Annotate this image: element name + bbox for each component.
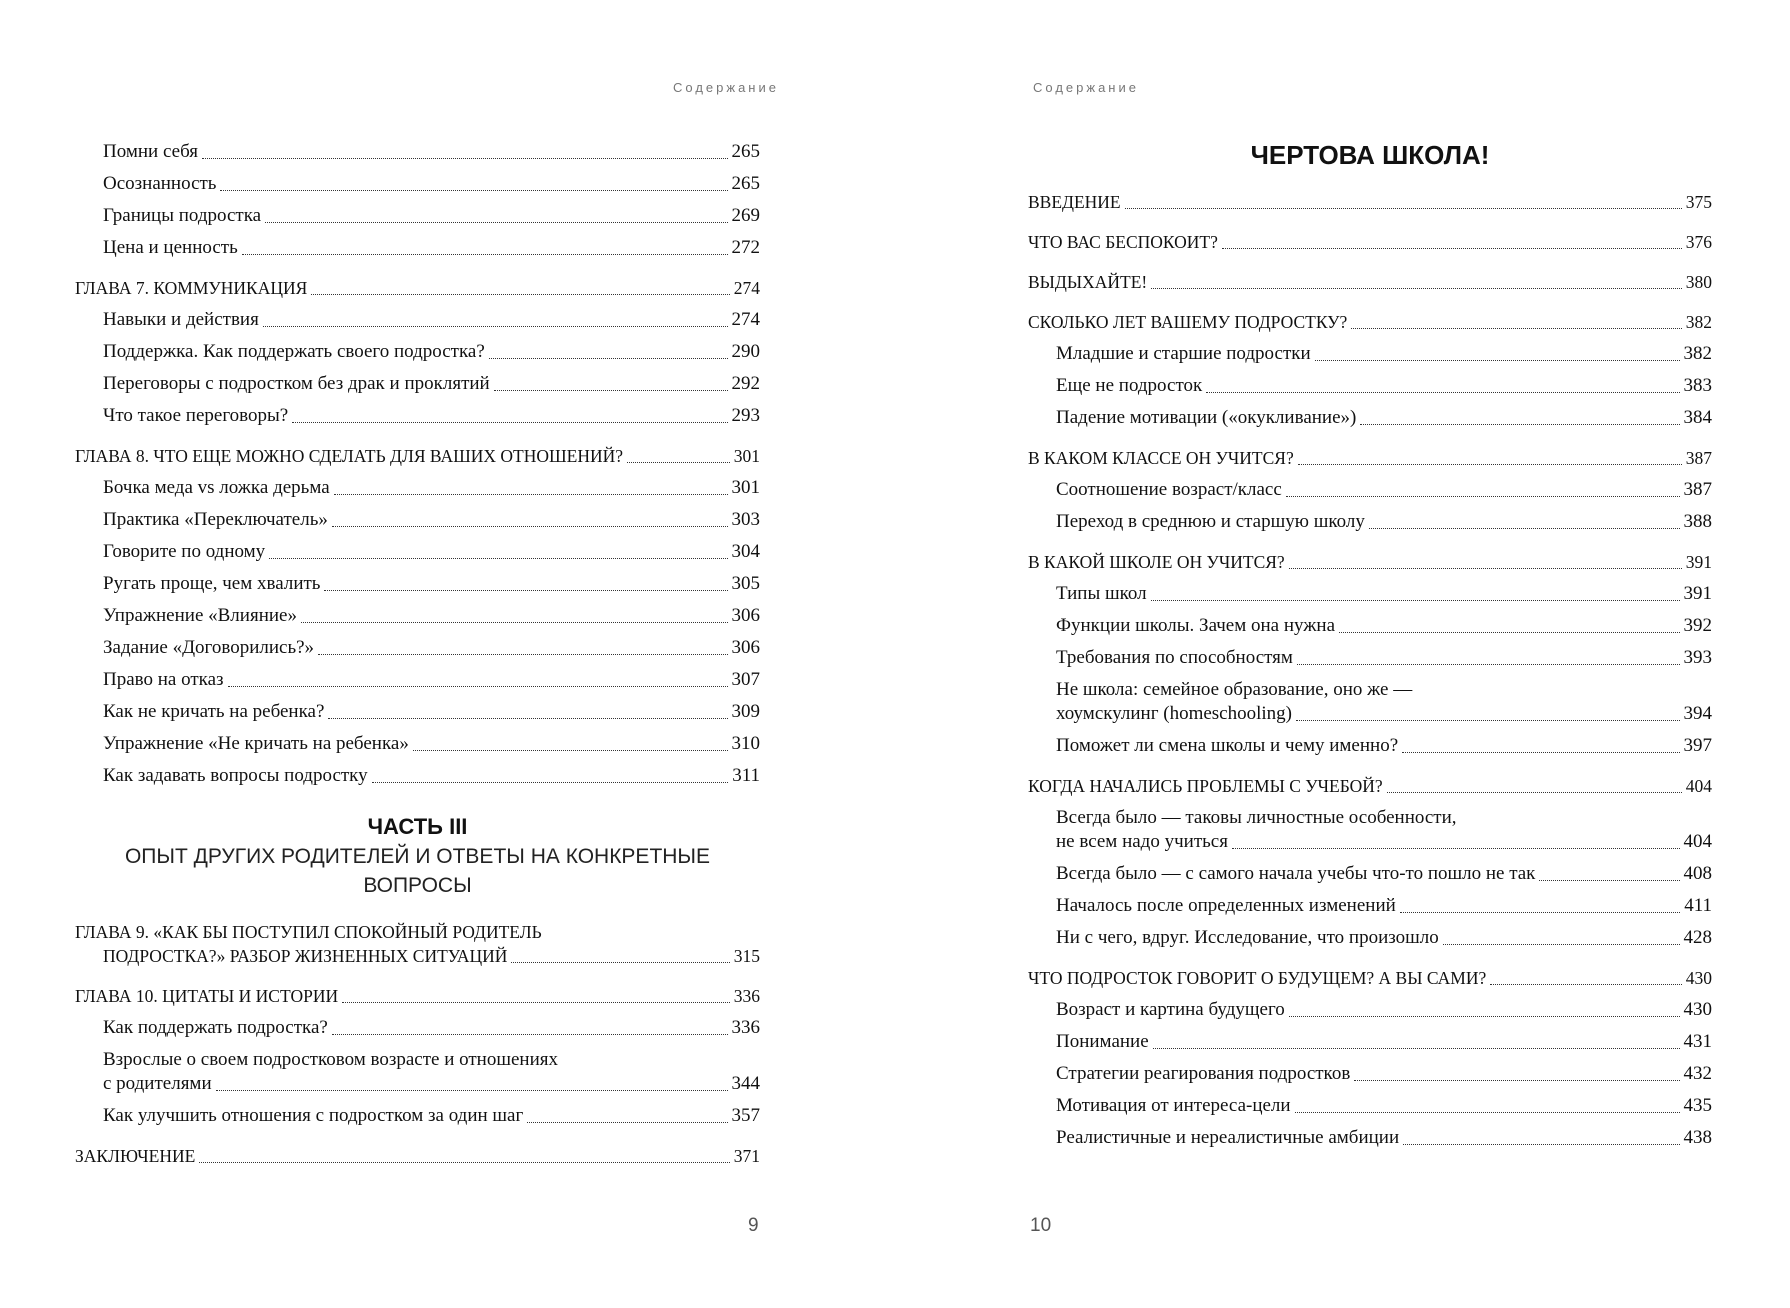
toc-chapter-title: ГЛАВА 8. ЧТО ЕЩЕ МОЖНО СДЕЛАТЬ ДЛЯ ВАШИХ ОТНОШЕНИЙ? (75, 446, 624, 466)
toc-page-number: 269 (731, 205, 760, 226)
toc-page-number: 307 (731, 669, 760, 690)
toc-chapter-title: ЧТО ПОДРОСТОК ГОВОРИТ О БУДУЩЕМ? А ВЫ САМИ? (1028, 968, 1487, 988)
toc-entry-title: Соотношение возраст/класс (1056, 479, 1282, 500)
toc-entry (1028, 334, 1712, 366)
toc-entry-title: Право на отказ (103, 669, 224, 690)
toc-page-number: 293 (731, 405, 760, 426)
dot-leader (1360, 424, 1679, 425)
toc-entry (1028, 1086, 1712, 1118)
toc-entry-title: хоумскулинг (homeschooling) (1056, 703, 1292, 724)
toc-page-number: 397 (1683, 735, 1712, 756)
dot-leader (1400, 912, 1680, 913)
toc-chapter-entry (75, 976, 760, 1008)
toc-entry-title: Упражнение «Не кричать на ребенка» (103, 733, 409, 754)
dot-leader (1339, 632, 1679, 633)
toc-chapter-entry (75, 436, 760, 468)
toc-entry (1028, 1054, 1712, 1086)
dot-leader (332, 526, 728, 527)
dot-leader (199, 1162, 729, 1163)
toc-entry (75, 628, 760, 660)
section-title: ЧЕРТОВА ШКОЛА! (1250, 140, 1490, 170)
toc-page-number: 309 (731, 701, 760, 722)
dot-leader (1443, 944, 1680, 945)
toc-page-number: 384 (1683, 407, 1712, 428)
toc-entry (75, 564, 760, 596)
toc-entry-title: с родителями (103, 1073, 212, 1094)
toc-entry (1028, 470, 1712, 502)
toc-page-number: 274 (733, 278, 760, 298)
toc-page-number: 404 (1683, 831, 1712, 852)
toc-entry (75, 756, 760, 788)
dot-leader (292, 422, 727, 423)
toc-entry (1028, 886, 1712, 918)
toc-entry (75, 500, 760, 532)
dot-leader (1153, 1048, 1680, 1049)
dot-leader (1125, 208, 1682, 209)
toc-chapter-title: В КАКОЙ ШКОЛЕ ОН УЧИТСЯ? (1028, 552, 1285, 572)
toc-entry-title: Поддержка. Как поддержать своего подростка? (103, 341, 485, 362)
toc-entry (1028, 398, 1712, 430)
dot-leader (1295, 1112, 1680, 1113)
toc-chapter-entry (1028, 182, 1712, 214)
toc-entry (75, 660, 760, 692)
part-heading (75, 812, 760, 900)
dot-leader (1351, 328, 1681, 329)
toc-entry-title: Что такое переговоры? (103, 405, 289, 426)
toc-entry (1028, 702, 1712, 726)
toc-page-number: 408 (1683, 863, 1712, 884)
dot-leader (311, 294, 729, 295)
toc-entry (1028, 574, 1712, 606)
dot-leader (1403, 1144, 1679, 1145)
dot-leader (216, 1090, 728, 1091)
dot-leader (1539, 880, 1679, 881)
toc-entry-title: Всегда было — с самого начала учебы что-то пошло не так (1056, 863, 1536, 884)
toc-chapter-title: ГЛАВА 10. ЦИТАТЫ И ИСТОРИИ (75, 986, 339, 1006)
dot-leader (220, 190, 727, 191)
toc-chapter-entry (75, 944, 760, 968)
toc-entry (75, 596, 760, 628)
toc-entry (75, 396, 760, 428)
dot-leader (1387, 792, 1682, 793)
dot-leader (1151, 600, 1680, 601)
dot-leader (413, 750, 728, 751)
toc-page-number: 344 (731, 1073, 760, 1094)
dot-leader (1232, 848, 1680, 849)
page-number: 9 (748, 1215, 759, 1236)
dot-leader (511, 962, 729, 963)
dot-leader (1297, 664, 1680, 665)
toc-page-number: 336 (733, 986, 760, 1006)
toc-chapter-title: СКОЛЬКО ЛЕТ ВАШЕМУ ПОДРОСТКУ? (1028, 312, 1348, 332)
toc-page-number: 388 (1683, 511, 1712, 532)
dot-leader (342, 1002, 730, 1003)
toc-entry (75, 1072, 760, 1096)
dot-leader (269, 558, 727, 559)
dot-leader (1151, 288, 1681, 289)
toc-entry-title: Падение мотивации («окукливание») (1056, 407, 1357, 428)
toc-entry-title: Поможет ли смена школы и чему именно? (1056, 735, 1399, 756)
dot-leader (1289, 1016, 1680, 1017)
toc-entry-title: Ни с чего, вдруг. Исследование, что произошло (1056, 927, 1439, 948)
dot-leader (1289, 568, 1682, 569)
dot-leader (627, 462, 730, 463)
running-head: Содержание (1033, 80, 1139, 95)
dot-leader (1206, 392, 1679, 393)
toc-chapter-title: ВЫДЫХАЙТЕ! (1028, 272, 1148, 292)
toc-entry-title: не всем надо учиться (1056, 831, 1228, 852)
toc-page-number: 432 (1683, 1063, 1712, 1084)
toc-page-number: 357 (731, 1105, 760, 1126)
toc-entry (75, 332, 760, 364)
toc-page-number: 383 (1683, 375, 1712, 396)
toc-entry (75, 468, 760, 500)
toc-page-number: 304 (731, 541, 760, 562)
dot-leader (318, 654, 727, 655)
toc-entry-title: Типы школ (1056, 583, 1147, 604)
toc-chapter-title: ГЛАВА 7. КОММУНИКАЦИЯ (75, 278, 308, 298)
toc-page-number: 387 (1683, 479, 1712, 500)
toc-entry-title: Как не кричать на ребенка? (103, 701, 325, 722)
toc-page-number: 311 (732, 765, 760, 786)
toc-entry (1028, 990, 1712, 1022)
toc-entry (1028, 830, 1712, 854)
dot-leader (242, 254, 728, 255)
toc-chapter-entry (1028, 222, 1712, 254)
toc-entry (75, 132, 760, 164)
toc-page-number: 387 (1685, 448, 1712, 468)
toc-entry-title-line: Всегда было — таковы личностные особенности, (1056, 807, 1457, 828)
toc-page-number: 430 (1683, 999, 1712, 1020)
toc-page-number: 292 (731, 373, 760, 394)
toc-chapter-entry (1028, 438, 1712, 470)
toc-chapter-entry (1028, 766, 1712, 798)
toc-entry (1028, 1118, 1712, 1150)
toc-entry-title: Еще не подросток (1056, 375, 1203, 396)
toc-entry (1028, 726, 1712, 758)
toc-entry-title: Младшие и старшие подростки (1056, 343, 1311, 364)
toc-page-number: 265 (731, 141, 760, 162)
toc-entry (75, 692, 760, 724)
toc-entry-title: Как поддержать подростка? (103, 1017, 328, 1038)
toc-column-left (75, 132, 760, 1168)
toc-column-right (1028, 132, 1712, 1150)
dot-leader (1286, 496, 1680, 497)
toc-chapter-entry (1028, 542, 1712, 574)
toc-chapter-entry (75, 1136, 760, 1168)
toc-page-number: 391 (1685, 552, 1712, 572)
toc-entry-title-line: Взрослые о своем подростковом возрасте и отношениях (103, 1049, 558, 1070)
toc-page-number: 315 (733, 946, 760, 966)
toc-page-number: 310 (731, 733, 760, 754)
part-title: ЧАСТЬ III (367, 814, 468, 839)
toc-page-number: 376 (1685, 232, 1712, 252)
toc-chapter-title: КОГДА НАЧАЛИСЬ ПРОБЛЕМЫ С УЧЕБОЙ? (1028, 776, 1383, 796)
toc-entry (1028, 854, 1712, 886)
toc-page-number: 394 (1683, 703, 1712, 724)
toc-chapter-title: ЗАКЛЮЧЕНИЕ (75, 1146, 196, 1166)
toc-page-number: 290 (731, 341, 760, 362)
dot-leader (328, 718, 727, 719)
dot-leader (265, 222, 727, 223)
toc-page-number: 411 (1684, 895, 1712, 916)
toc-page-number: 438 (1683, 1127, 1712, 1148)
toc-entry-title: Как улучшить отношения с подростком за один шаг (103, 1105, 524, 1126)
toc-page-number: 428 (1683, 927, 1712, 948)
toc-page-number: 382 (1685, 312, 1712, 332)
toc-entry-title: Функции школы. Зачем она нужна (1056, 615, 1336, 636)
toc-entry-title: Как задавать вопросы подростку (103, 765, 368, 786)
toc-page-number: 301 (733, 446, 760, 466)
dot-leader (1298, 464, 1682, 465)
toc-entry (75, 300, 760, 332)
toc-entry (75, 1008, 760, 1040)
toc-entry-title: Говорите по одному (103, 541, 266, 562)
running-head: Содержание (673, 80, 779, 95)
toc-entry-title: Цена и ценность (103, 237, 238, 258)
toc-page-number: 392 (1683, 615, 1712, 636)
toc-page-number: 303 (731, 509, 760, 530)
toc-entry (75, 364, 760, 396)
toc-chapter-entry (1028, 958, 1712, 990)
toc-entry (1028, 1022, 1712, 1054)
dot-leader (1315, 360, 1680, 361)
dot-leader (1354, 1080, 1679, 1081)
dot-leader (372, 782, 729, 783)
toc-entry (1028, 366, 1712, 398)
toc-entry-title: Практика «Переключатель» (103, 509, 328, 530)
toc-entry-title: Задание «Договорились?» (103, 637, 315, 658)
dot-leader (494, 390, 728, 391)
toc-entry (1028, 638, 1712, 670)
toc-entry-title: Упражнение «Влияние» (103, 605, 297, 626)
toc-entry-title: Бочка меда vs ложка дерьма (103, 477, 330, 498)
toc-entry-title: Осознанность (103, 173, 217, 194)
toc-page-number: 435 (1683, 1095, 1712, 1116)
toc-entry-title: Переговоры с подростком без драк и проклятий (103, 373, 490, 394)
toc-entry-title: Мотивация от интереса-цели (1056, 1095, 1291, 1116)
toc-entry (1028, 606, 1712, 638)
right-page (895, 0, 1790, 1308)
toc-page-number: 306 (731, 605, 760, 626)
toc-chapter-entry (1028, 262, 1712, 294)
dot-leader (1296, 720, 1680, 721)
toc-chapter-entry (1028, 302, 1712, 334)
toc-entry (75, 228, 760, 260)
dot-leader (202, 158, 728, 159)
toc-entry-title: Реалистичные и нереалистичные амбиции (1056, 1127, 1400, 1148)
toc-page-number: 375 (1685, 192, 1712, 212)
dot-leader (332, 1034, 728, 1035)
toc-chapter-title-line: ГЛАВА 9. «КАК БЫ ПОСТУПИЛ СПОКОЙНЫЙ РОДИТЕЛЬ (75, 922, 542, 942)
toc-entry-title: Ругать проще, чем хвалить (103, 573, 321, 594)
toc-entry-title: Навыки и действия (103, 309, 259, 330)
toc-entry (1028, 918, 1712, 950)
part-subtitle: ВОПРОСЫ (363, 874, 472, 897)
toc-page-number: 301 (731, 477, 760, 498)
dot-leader (334, 494, 728, 495)
toc-entry-title: Требования по способностям (1056, 647, 1293, 668)
toc-entry-title: Стратегии реагирования подростков (1056, 1063, 1351, 1084)
toc-chapter-title: ВВЕДЕНИЕ (1028, 192, 1121, 212)
toc-chapter-title: ЧТО ВАС БЕСПОКОИТ? (1028, 232, 1218, 252)
toc-chapter-entry (75, 268, 760, 300)
dot-leader (1402, 752, 1679, 753)
toc-entry (75, 164, 760, 196)
toc-entry (1028, 502, 1712, 534)
toc-entry-title: Началось после определенных изменений (1056, 895, 1396, 916)
dot-leader (263, 326, 728, 327)
dot-leader (301, 622, 728, 623)
dot-leader (489, 358, 728, 359)
page-number: 10 (1030, 1215, 1052, 1236)
toc-page-number: 430 (1685, 968, 1712, 988)
toc-page-number: 336 (731, 1017, 760, 1038)
toc-page-number: 272 (731, 237, 760, 258)
toc-page-number: 431 (1683, 1031, 1712, 1052)
dot-leader (1490, 984, 1682, 985)
toc-entry (75, 1096, 760, 1128)
dot-leader (1222, 248, 1682, 249)
toc-entry-title: Границы подростка (103, 205, 262, 226)
toc-page-number: 404 (1685, 776, 1712, 796)
toc-entry-title-line: Не школа: семейное образование, оно же — (1056, 679, 1413, 700)
toc-chapter-title: ПОДРОСТКА?» РАЗБОР ЖИЗНЕННЫХ СИТУАЦИЙ (103, 946, 508, 966)
part-subtitle: ОПЫТ ДРУГИХ РОДИТЕЛЕЙ И ОТВЕТЫ НА КОНКРЕТНЫЕ (124, 845, 711, 868)
toc-chapter-title: В КАКОМ КЛАССЕ ОН УЧИТСЯ? (1028, 448, 1294, 468)
toc-entry-title: Помни себя (103, 141, 198, 162)
toc-entry-title: Переход в среднюю и старшую школу (1056, 511, 1365, 532)
toc-page-number: 371 (733, 1146, 760, 1166)
toc-page-number: 305 (731, 573, 760, 594)
toc-page-number: 306 (731, 637, 760, 658)
dot-leader (1369, 528, 1680, 529)
toc-entry (75, 532, 760, 564)
toc-page-number: 380 (1685, 272, 1712, 292)
dot-leader (324, 590, 727, 591)
toc-page-number: 274 (731, 309, 760, 330)
toc-page-number: 382 (1683, 343, 1712, 364)
toc-entry (75, 196, 760, 228)
dot-leader (228, 686, 728, 687)
toc-page-number: 265 (731, 173, 760, 194)
toc-page-number: 393 (1683, 647, 1712, 668)
toc-entry (75, 724, 760, 756)
dot-leader (527, 1122, 727, 1123)
toc-entry-title: Возраст и картина будущего (1056, 999, 1285, 1020)
toc-page-number: 391 (1683, 583, 1712, 604)
toc-entry-title: Понимание (1056, 1031, 1149, 1052)
